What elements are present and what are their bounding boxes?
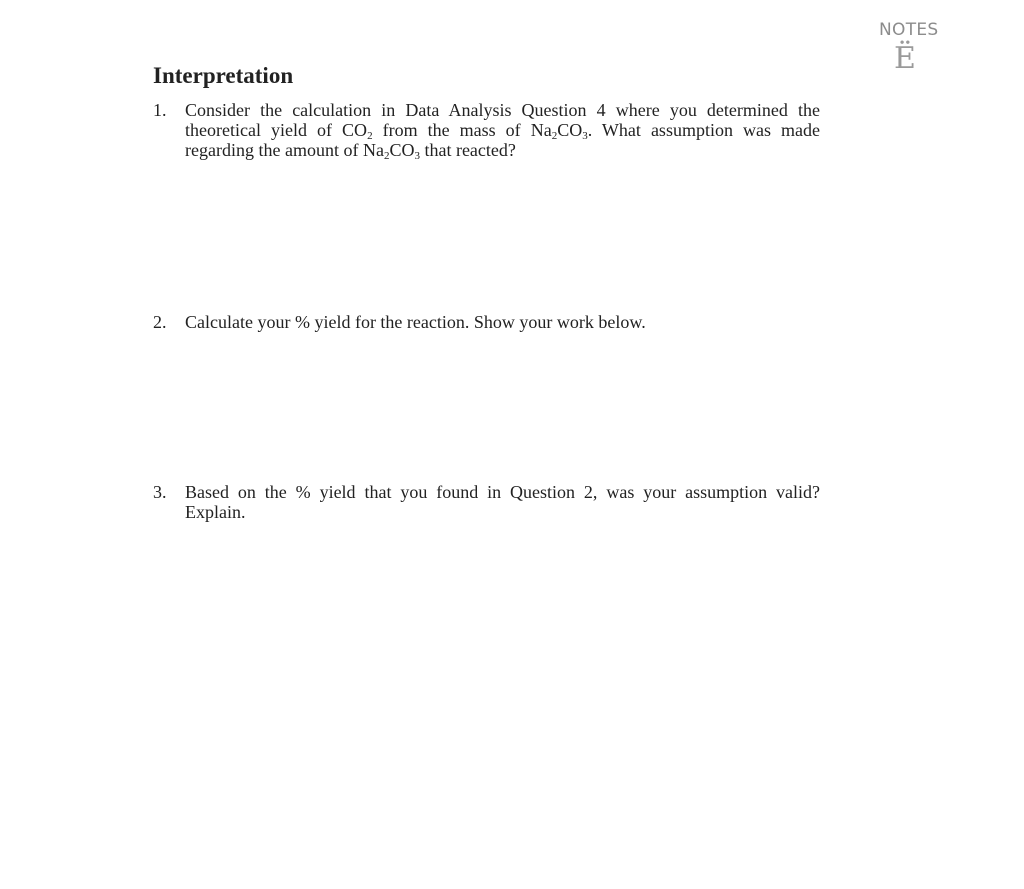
subscript: 3: [582, 130, 588, 142]
question-text-part: . What assumption was made regarding the amount of Na: [185, 120, 820, 160]
subscript: 3: [414, 150, 420, 162]
question-2: [153, 312, 820, 332]
question-text: Based on the % yield that you found in Question 2, was your assumption valid? Explain.: [185, 482, 820, 522]
question-text: Calculate your % yield for the reaction. Show your work below.: [185, 312, 646, 332]
question-1: [153, 100, 820, 160]
question-text-part: Consider the calculation in Data Analysis Question 4 where you determined the theoretical yield of CO: [185, 100, 820, 140]
subscript: 2: [383, 150, 390, 162]
subscript: 2: [551, 130, 558, 142]
notes-icon: Ë: [894, 41, 916, 76]
question-3: [153, 482, 820, 522]
question-number: 2.: [153, 312, 167, 332]
section-title: Interpretation: [153, 63, 294, 88]
notes-label: NOTES: [879, 20, 939, 40]
question-number: 1.: [153, 100, 167, 120]
question-text: [185, 100, 820, 160]
question-text-part: CO: [557, 120, 583, 140]
question-text-part: from the mass of Na: [372, 120, 552, 140]
question-number: 3.: [153, 482, 167, 502]
subscript: 2: [367, 130, 373, 142]
question-text-part: that reacted?: [419, 140, 516, 160]
question-text-part: CO: [389, 140, 415, 160]
